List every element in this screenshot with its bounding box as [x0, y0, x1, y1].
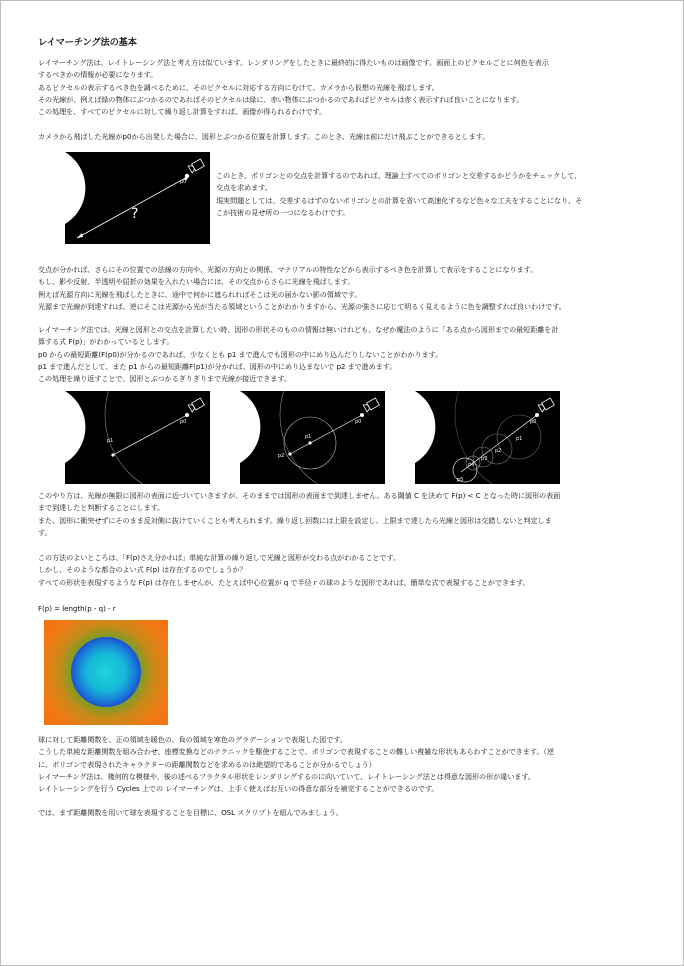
- paragraph-distance-function: [38, 324, 648, 385]
- text-line: す。: [38, 527, 52, 537]
- text-line: 現実問題としては、交差するはずのないポリゴンとの計算を省いて高速化するなど色々な工夫をすることになり、そ: [216, 195, 583, 205]
- figure2b-label-p1: p1: [305, 434, 312, 440]
- figure2b-label-p0: p0: [355, 419, 362, 425]
- text-line: p1 まで進んだとして、また p1 からの最短距離F(p1)が分かれば、図形の中にめり込まないで p2 まで進めます。: [38, 361, 397, 371]
- figure-march-step-2: [240, 391, 385, 488]
- march-diagram-1: [65, 391, 210, 484]
- paragraph-threshold: [38, 490, 648, 539]
- figure1-label-p0: p0: [180, 179, 187, 185]
- text-line: では、まず距離関数を用いて球を表現することを目標に、OSL スクリプトを組んでみましょう。: [38, 808, 343, 817]
- text-line: に、ポリゴンで表現されたキャラクターの距離関数などを求めるのは絶望的であることが分かるでしょう）: [38, 759, 376, 769]
- formula-text: F(p) = length(p - q) - r: [38, 604, 116, 613]
- text-line: まで到達したと判断することにします。: [38, 503, 165, 513]
- text-line: この処理を繰り返すことで、図形とぶつかるぎりぎりまで光線が接近できます。: [38, 374, 291, 384]
- text-line: レイマーチング法は、幾何的な模様や、後の述べるフラクタル形状をレンダリングするのに向いていて、レイトレーシング法とは得意な図形の形が違います。: [38, 771, 535, 781]
- text-line: この方法のよいところは、「F(p)さえ分かれば」単純な計算の繰り返しで光線と図形が交わる点がわかることです。: [38, 553, 400, 562]
- figure1-question-mark: ?: [131, 206, 139, 222]
- paragraph-shading: [38, 264, 648, 313]
- figure2b-label-p2: p2: [278, 453, 285, 459]
- figure2c-label-p3: p3: [481, 456, 488, 462]
- sphere-distance-image: [44, 620, 168, 725]
- paragraph-next: [38, 807, 648, 819]
- text-line: 交点を求めます。: [216, 183, 272, 193]
- text-line: 算する式 F(p)」がわかっているとします。: [38, 337, 174, 347]
- figure2c-label-p5: p5: [457, 477, 464, 483]
- figure2c-label-p1: p1: [516, 436, 523, 442]
- text-line: レイマーチング法は、レイトレーシング法と考え方は似ています。レンダリングをしたときに最終的に得たいものは画像です。画面上のピクセルごとに何色を表示: [38, 58, 549, 67]
- figure2a-label-p0: p0: [180, 419, 187, 425]
- text-line: こが技術の見せ所の一つになるわけです。: [216, 207, 350, 217]
- march-diagram-2: [240, 391, 385, 484]
- text-line: するべきかの情報が必要になります。: [38, 70, 158, 80]
- formula: [38, 603, 648, 615]
- paragraph-camera: [38, 131, 648, 143]
- text-line: あるピクセルの表示するべき色を調べるために、そのピクセルに対応する方向にむけて、カメラから仮想の光線を飛ばします。: [38, 82, 439, 92]
- text-line: すべての形状を表現するような F(p) は存在しませんが、たとえば中心位置が q で半径 r の球のような図形であれば、簡単な式で表現することができます。: [38, 577, 530, 587]
- figure-march-step-1: [65, 391, 210, 488]
- text-line: また、図形に衝突せずにそのまま反対側に抜けていくことも考えられます。繰り返し回数には上限を設定し、上限まで達したら光線と図形は交錯しないと判定しま: [38, 515, 552, 525]
- text-line: このやり方は、光線が無限に図形の表面に近づいていきますが、そのままでは図形の表面まで到達しません。ある閾値 C を決めて F(p) < C となった時に図形の表面: [38, 491, 561, 500]
- figure-ray-shape: [65, 152, 210, 248]
- text-line: 光源まで光線が到達すれば、逆にそこは光源から光が当たる領域ということがわかりますから、光源の強さに応じて明るく見えるように色を調整すれば良いわけです。: [38, 301, 566, 311]
- paragraph-intro: [38, 57, 648, 118]
- figure2c-label-p4: p4: [468, 462, 475, 468]
- figure2c-label-p2: p2: [495, 448, 502, 454]
- figure-sphere-gradient: [44, 620, 168, 729]
- paragraph-advantages: [38, 552, 648, 589]
- text-line: 例えば光源方向に光線を飛ばしたときに、途中で何かに遮られればそこは光の届かない影の領域です。: [38, 289, 362, 299]
- text-line: 交点が分かれば、さらにその位置での法線の方向や、光源の方向との関係、マテリアルの特性などから表示するべき色を計算して表示をすることになります。: [38, 265, 538, 274]
- text-line: レイトレーシングを行う Cycles 上での レイマーチングは、上手く使えばお互いの得意な部分を補完することができるのです。: [38, 784, 439, 794]
- text-line: レイマーチング法では、光線と図形との交点を計算したい時、図形の形状そのものの情報は無いけれども、なぜか魔法のように「ある点から図形までの最短距離を計: [38, 325, 559, 334]
- paragraph-sphere: [38, 734, 648, 795]
- page-title: レイマーチング法の基本: [38, 37, 137, 48]
- text-line: このとき、ポリゴンとの交点を計算するのであれば、理論上すべてのポリゴンと交差するかどうかをチェックして、: [216, 171, 582, 180]
- ray-shape-diagram: [65, 152, 210, 244]
- figure2a-label-p1: p1: [107, 438, 114, 444]
- figure-march-step-3: [415, 391, 560, 488]
- march-diagram-3: [415, 391, 560, 484]
- text-line: もし、影や反射、半透明や屈折の効果を入れたい場合には、その交点からさらに光線を飛ばします。: [38, 277, 355, 287]
- text-line: しかし、そのような都合のよい式 F(p) は存在するのでしょうか？: [38, 565, 247, 575]
- figure1-caption: [216, 170, 646, 219]
- text-line: その光線が、例えば緑の物体にぶつかるのであればそのピクセルは緑に、赤い物体にぶつかるのであればピクセルは赤く表示すれば良いことになります。: [38, 94, 524, 104]
- text-line: この処理を、すべてのピクセルに対して繰り返し計算をすれば、画像が得られるわけです。: [38, 107, 327, 117]
- text-line: 球に対して距離関数を、正の領域を暖色の、負の領域を寒色のグラデーションで表現した図です。: [38, 735, 347, 744]
- text-line: カメラから飛ばした光線がp0から出発した場合に、図形とぶつかる位置を計算します。このとき、光線は前にだけ飛ぶことができるとします。: [38, 132, 490, 141]
- figure2c-label-p0: p0: [530, 419, 537, 425]
- text-line: こうした単純な距離関数を組み合わせ、座標変換などのテクニックを駆使することで、ポリゴンで表現することの難しい複雑な形状もあらわすことができます。（逆: [38, 747, 554, 757]
- text-line: p0 からの最短距離(F(p0)が分かるのであれば、少なくとも p1 まで進んでも図形の中にめり込んだりしないことがわかります。: [38, 349, 443, 359]
